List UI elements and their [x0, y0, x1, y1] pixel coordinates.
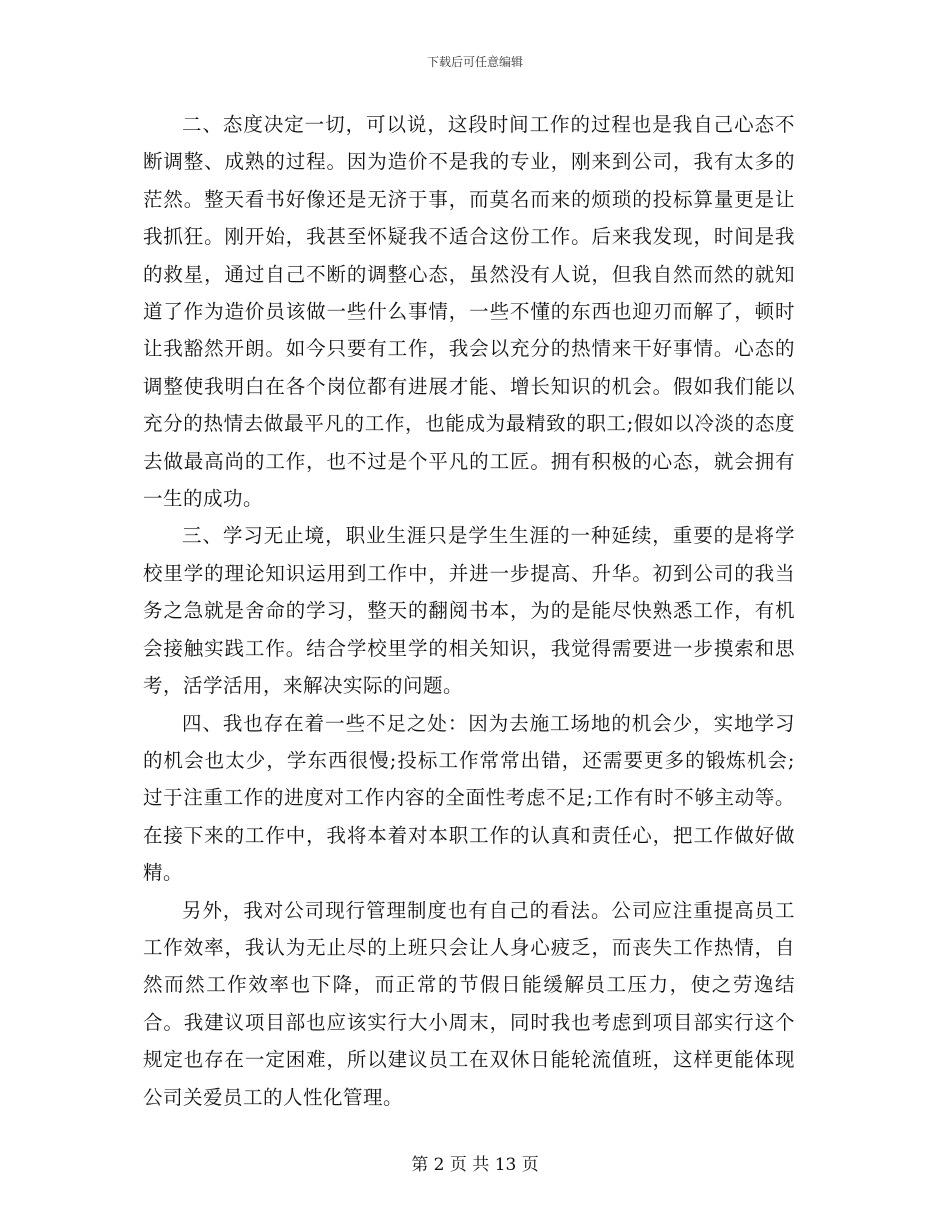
paragraph-learning: 三、学习无止境，职业生涯只是学生生涯的一种延续，重要的是将学校里学的理论知识运用到工作中，并进一步提高、升华。初到公司的我当务之急就是舍命的学习，整天的翻阅书本，为的是能尽快熟悉工作，有机会接触实践工作。结合学校里学的相关知识，我觉得需要进一步摸索和思考，活学活用，来解决实际的问题。: [143, 524, 795, 698]
paragraph-attitude: 二、态度决定一切，可以说，这段时间工作的过程也是我自己心态不断调整、成熟的过程。因为造价不是我的专业，刚来到公司，我有太多的茫然。整天看书好像还是无济于事，而莫名而来的烦琐的投标算量更是让我抓狂。刚开始，我甚至怀疑我不适合这份工作。后来我发现，时间是我的救星，通过自己不断的调整心态，虽然没有人说，但我自然而然的就知道了作为造价员该做一些什么事情，一些不懂的东西也迎刃而解了，顿时让我豁然开朗。如今只要有工作，我会以充分的热情来干好事情。心态的调整使我明白在各个岗位都有进展才能、增长知识的机会。假如我们能以充分的热情去做最平凡的工作，也能成为最精致的职工;假如以冷淡的态度去做最高尚的工作，也不过是个平凡的工匠。拥有积极的心态，就会拥有一生的成功。: [143, 113, 795, 511]
paragraph-shortcomings: 四、我也存在着一些不足之处：因为去施工场地的机会少，实地学习的机会也太少，学东西很慢;投标工作常常出错，还需要更多的锻炼机会;过于注重工作的进度对工作内容的全面性考虑不足;工作有时不够主动等。在接下来的工作中，我将本着对本职工作的认真和责任心，把工作做好做精。: [143, 711, 795, 885]
page-number: 第 2 页 共 13 页: [411, 1155, 539, 1175]
page-header: 下载后可任意编辑: [426, 55, 523, 69]
document-body: [143, 106, 795, 1116]
paragraph-suggestions: 另外，我对公司现行管理制度也有自己的看法。公司应注重提高员工工作效率，我认为无止尽的上班只会让人身心疲乏，而丧失工作热情，自然而然工作效率也下降，而正常的节假日能缓解员工压力，使之劳逸结合。我建议项目部也应该实行大小周末，同时我也考虑到项目部实行这个规定也存在一定困难，所以建议员工在双休日能轮流值班，这样更能体现公司关爱员工的人性化管理。: [143, 898, 795, 1109]
